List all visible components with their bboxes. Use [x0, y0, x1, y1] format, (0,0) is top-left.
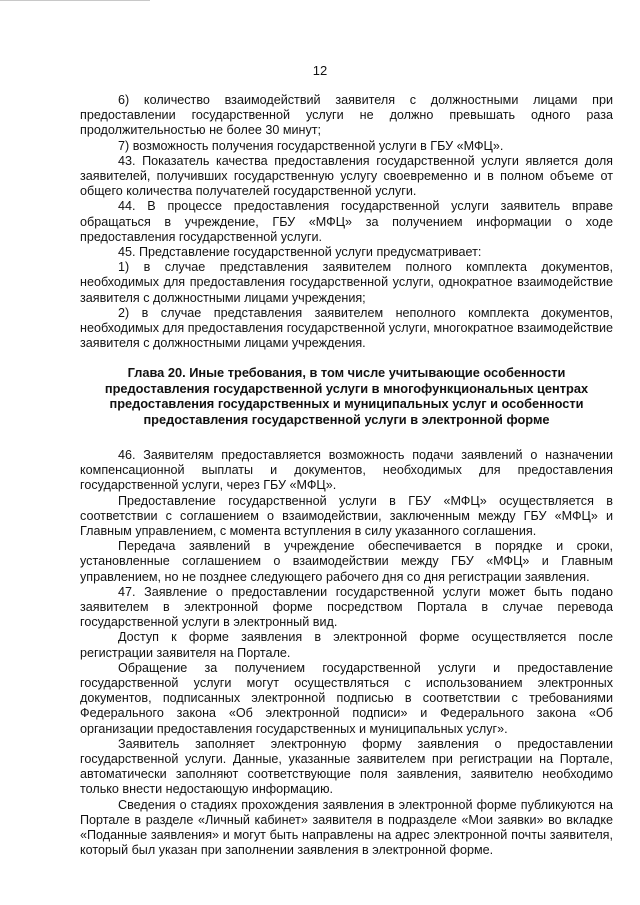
page-number: 12 [312, 63, 328, 78]
chapter-20-heading: Глава 20. Иные требования, в том числе учитывающие особенности предоставления государственной услуги в многофункциональных центрах предоставления государственных и муниципальных услуг и особенности предоставления государственной услуги в электронной форме [104, 365, 589, 427]
section-before-chapter [80, 93, 613, 351]
paragraph-electronic-form: Заявитель заполняет электронную форму заявления о предоставлении государственной услуги. Данные, указанные заявителем при регистрации на Портале, автоматически заполняют соответствующие поля заявления, заявителю необходимо только внести недостающую информацию. [80, 736, 613, 797]
paragraph-47: 47. Заявление о предоставлении государственной услуги может быть подано заявителем в электронной форме посредством Портала в случае перевода государственной услуги в электронный вид. [80, 584, 613, 630]
paragraph-45-item-1: 1) в случае представления заявителем полного комплекта документов, необходимых для предоставления государственной услуги, однократное взаимодействие заявителя с должностными лицами учреждения; [80, 260, 613, 305]
paragraph-status-info: Сведения о стадиях прохождения заявления в электронной форме публикуются на Портале в разделе «Личный кабинет» заявителя в подразделе «Мои заявки» во вкладке «Поданные заявления» и могут быть направлены на адрес электронной почты заявителя, который был указан при заполнении заявления в электронной форме. [80, 797, 613, 858]
paragraph-portal-access: Доступ к форме заявления в электронной форме осуществляется после регистрации заявителя на Портале. [80, 630, 613, 660]
top-divider [0, 0, 150, 1]
paragraph-item-6: 6) количество взаимодействий заявителя с должностными лицами при предоставлении государственной услуги не должно превышать одного раза продолжительностью не более 30 минут; [80, 93, 613, 138]
paragraph-electronic-signature: Обращение за получением государственной услуги и предоставление государственной услуги могут осуществляться с использованием электронных документов, подписанных электронной подписью в соответствии с требованиями Федерального закона «Об электронной подписи» и Федерального закона «Об организации предоставления государственных и муниципальных услуг». [80, 660, 613, 736]
paragraph-43: 43. Показатель качества предоставления государственной услуги является доля заявителей, получивших государственную услугу своевременно и в полном объеме от общего количества получателей государственной услуги. [80, 153, 613, 199]
section-chapter-20 [80, 448, 613, 858]
paragraph-46: 46. Заявителям предоставляется возможность подачи заявлений о назначении компенсационной выплаты и документов, необходимых для предоставления государственной услуги, через ГБУ «МФЦ». [80, 448, 613, 493]
paragraph-item-7: 7) возможность получения государственной услуги в ГБУ «МФЦ». [118, 138, 504, 153]
paragraph-mfc-agreement: Предоставление государственной услуги в ГБУ «МФЦ» осуществляется в соответствии с соглашением о взаимодействии, заключенным между ГБУ «МФЦ» и Главным управлением, с момента вступления в силу указанного соглашения. [80, 493, 613, 539]
paragraph-45: 45. Представление государственной услуги предусматривает: [118, 245, 482, 260]
paragraph-44: 44. В процессе предоставления государственной услуги заявитель вправе обращаться в учреждение, ГБУ «МФЦ» за получением информации о ходе предоставления государственной услуги. [80, 199, 613, 244]
paragraph-transfer-deadline: Передача заявлений в учреждение обеспечивается в порядке и сроки, установленные соглашением о взаимодействии между ГБУ «МФЦ» и Главным управлением, но не позднее следующего рабочего дня со дня регистрации заявления. [80, 539, 613, 584]
paragraph-45-item-2: 2) в случае представления заявителем неполного комплекта документов, необходимых для предоставления государственной услуги, многократное взаимодействие заявителя с должностными лицами учреждения. [80, 305, 613, 351]
